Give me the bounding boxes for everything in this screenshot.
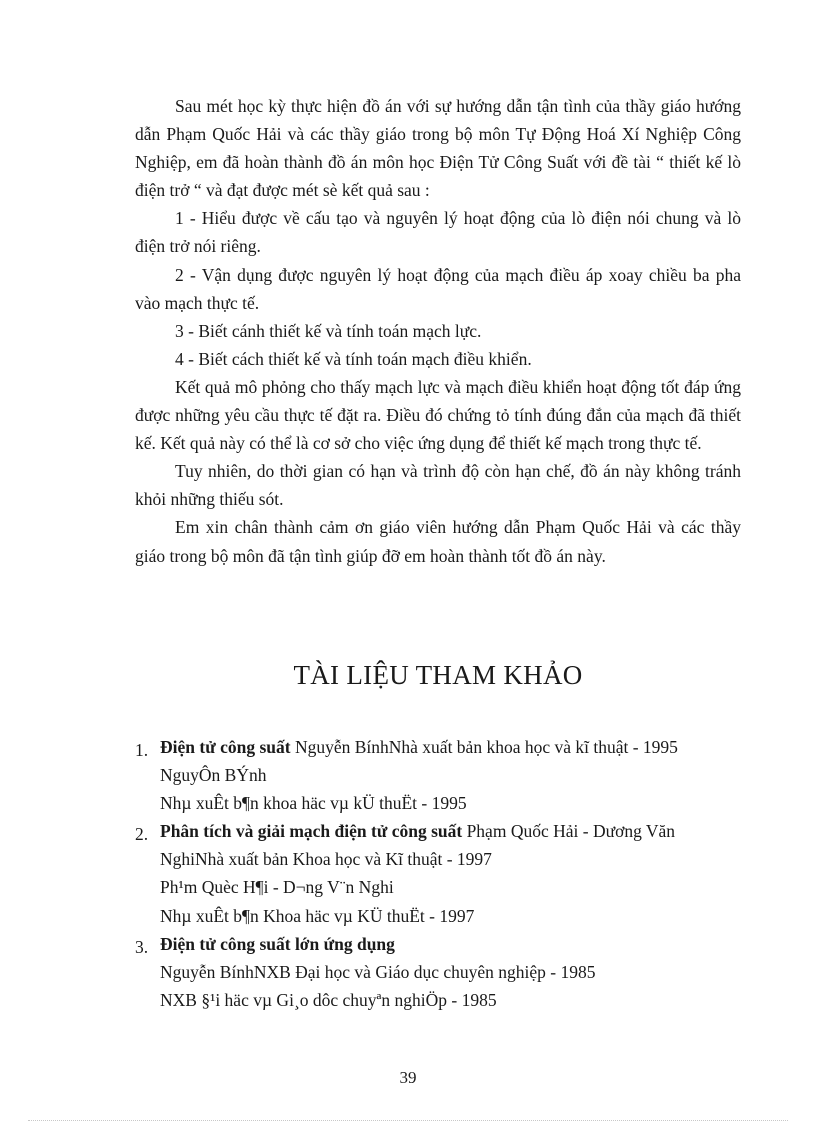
paragraph-result-4: 4 - Biết cách thiết kế và tính toán mạch điều khiển.	[175, 348, 532, 369]
reference-details: Phạm Quốc Hải - Dương Văn	[462, 821, 676, 842]
reference-details: Nguyễn BínhNhà xuất bản khoa học và kĩ thuật - 1995	[290, 737, 678, 757]
reference-item-2	[135, 817, 741, 929]
references-list	[135, 733, 741, 1014]
reference-title: Phân tích và giải mạch điện tử công suất	[160, 821, 463, 842]
paragraph-limitations: Tuy nhiên, do thời gian có hạn và trình độ còn hạn chế, đồ án này không tránh khỏi những thiếu sót.	[135, 461, 741, 510]
reference-first-line	[160, 817, 741, 845]
reference-title: Điện tử công suất lớn ứng dụng	[160, 933, 395, 954]
paragraph-intro: Sau mét học kỳ thực hiện đồ án với sự hướng dẫn tận tình của thầy giáo hướng dẫn Phạm Quốc Hải và các thầy giáo trong bộ môn Tự Động Hoá Xí Nghiệp Công Nghiệp, em đã hoàn thành đồ án môn học Điện Tử Công Suất với đề tài “ thiết kế lò điện trở “ và đạt được mét sè kết quả sau :	[135, 96, 741, 201]
conclusion-body	[135, 92, 741, 570]
reference-number: 1.	[135, 740, 149, 760]
reference-first-line	[160, 930, 741, 958]
reference-first-line	[160, 733, 741, 761]
paragraph-result-3: 3 - Biết cánh thiết kế và tính toán mạch lực.	[175, 320, 482, 341]
references-heading: TÀI LIỆU THAM KHẢO	[293, 660, 583, 690]
page-number: 39	[399, 1068, 417, 1087]
reference-item-3	[135, 930, 741, 1014]
paragraph-result-1: 1 - Hiểu được về cấu tạo và nguyên lý hoạt động của lò điện nói chung và lò điện trở nói riêng.	[135, 208, 741, 257]
page-bottom-divider	[28, 1120, 788, 1121]
reference-number: 2.	[135, 824, 149, 845]
paragraph-thanks: Em xin chân thành cảm ơn giáo viên hướng dẫn Phạm Quốc Hải và các thầy giáo trong bộ môn đã tận tình giúp đỡ em hoàn thành tốt đồ án này.	[135, 517, 741, 566]
paragraph-result-2: 2 - Vận dụng được nguyên lý hoạt động của mạch điều áp xoay chiều ba pha vào mạch thực tế.	[135, 264, 741, 313]
reference-item-1	[135, 733, 741, 817]
reference-line: NghiNhà xuất bản Khoa học và Kĩ thuật - 1997	[160, 849, 492, 870]
paragraph-simulation: Kết quả mô phỏng cho thấy mạch lực và mạch điều khiển hoạt động tốt đáp ứng được những yêu cầu thực tế đặt ra. Điều đó chứng tỏ tính đúng đắn của mạch đã thiết kế. Kết quả này có thể là cơ sở cho việc ứng dụng để thiết kế mạch trong thực tế.	[135, 376, 741, 454]
reference-line: NXB §¹i häc vµ Gi¸o dôc chuyªn nghiÖp - 1985	[160, 989, 497, 1010]
reference-line: NguyÔn BÝnh	[160, 765, 267, 786]
reference-title: Điện tử công suất	[160, 737, 291, 757]
reference-line: Nhµ xuÊt b¶n khoa häc vµ kÜ thuËt - 1995	[160, 793, 467, 814]
reference-line: Nguyễn BínhNXB Đại học và Giáo dục chuyên nghiệp - 1985	[160, 961, 596, 982]
reference-line: Nhµ xuÊt b¶n Khoa häc vµ KÜ thuËt - 1997	[160, 905, 475, 926]
reference-number: 3.	[135, 936, 149, 957]
reference-line: Ph¹m Quèc H¶i - D¬ng V¨n Nghi	[160, 877, 394, 898]
